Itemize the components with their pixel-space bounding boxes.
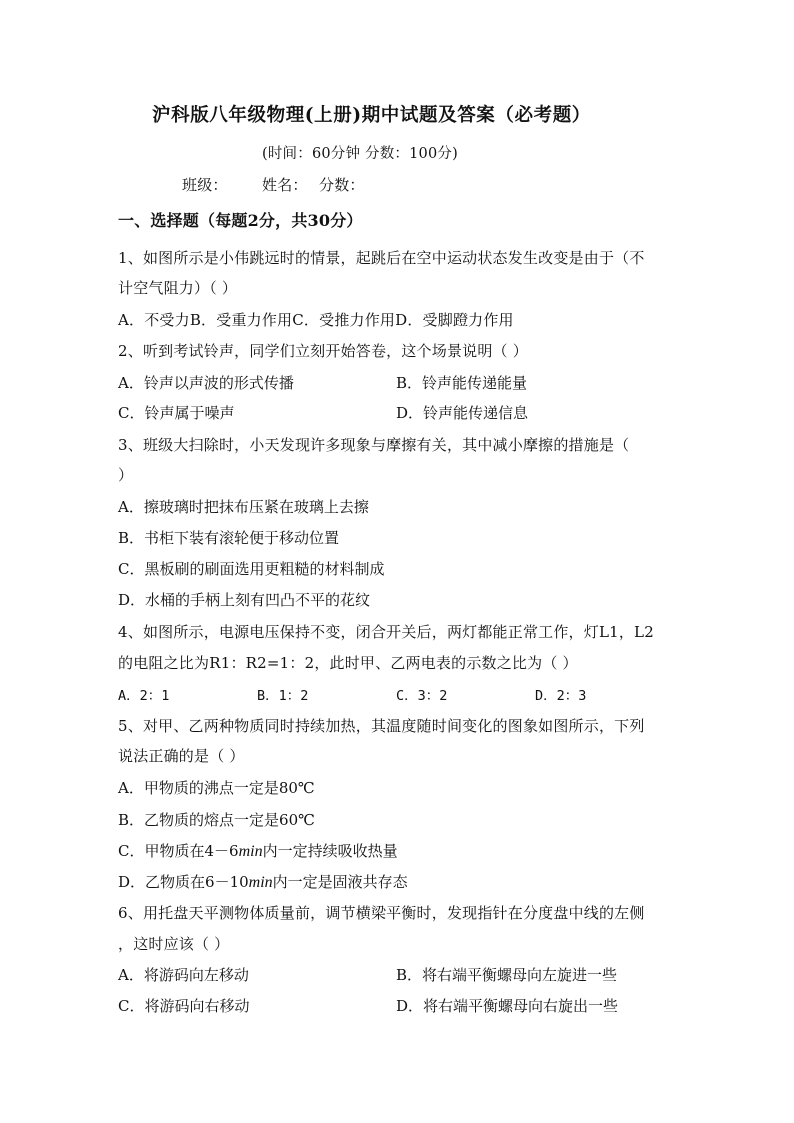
option-d-suffix: 内一定是固液共存态 [272, 873, 408, 891]
option-c-suffix: 内一定持续吸收热量 [262, 842, 398, 860]
option-b: B．书柜下装有滚轮便于移动位置 [118, 529, 340, 547]
page-title: 沪科版八年级物理(上册)期中试题及答案（必考题） [152, 105, 591, 126]
question-options: A．不受力B．受重力作用C．受推力作用D．受脚蹬力作用 [118, 311, 514, 329]
question-text: 2、听到考试铃声，同学们立刻开始答卷，这个场景说明（ ） [118, 342, 528, 360]
question-text: 4、如图所示，电源电压保持不变，闭合开关后，两灯都能正常工作，灯L1，L2 [118, 623, 654, 641]
option-d-unit: min [248, 874, 273, 891]
option-d: D．水桶的手柄上刻有凹凸不平的花纹 [118, 591, 371, 609]
option-d: D．铃声能传递信息 [396, 404, 529, 422]
option-a: A．铃声以声波的形式传播 [118, 374, 294, 392]
class-label: 班级： [182, 176, 228, 194]
option-c-prefix: C．甲物质在4－6 [118, 842, 239, 860]
option-a: A．甲物质的沸点一定是80℃ [118, 779, 315, 797]
option-a: A．将游码向左移动 [118, 966, 249, 984]
option-d [118, 872, 408, 893]
question-text-cont: 的电阻之比为R1：R2=1：2，此时甲、乙两电表的示数之比为（ ） [118, 654, 578, 672]
question-text-cont: 计空气阻力）（ ） [118, 279, 238, 297]
option-c: C．黑板刷的刷面选用更粗糙的材料制成 [118, 560, 385, 578]
question-text-cont: ，这时应该（ ） [118, 935, 230, 953]
option-c [118, 841, 398, 862]
question-text: 5、对甲、乙两种物质同时持续加热，其温度随时间变化的图象如图所示，下列 [118, 717, 645, 735]
option-a: A．2：1 [118, 688, 170, 704]
section-heading: 一、选择题（每题2分，共30分） [118, 211, 363, 230]
option-d: D．2：3 [535, 688, 587, 704]
option-b: B．乙物质的熔点一定是60℃ [118, 811, 315, 829]
question-text: 3、班级大扫除时，小天发现许多现象与摩擦有关，其中减小摩擦的措施是（ [118, 436, 630, 454]
option-a: A．擦玻璃时把抹布压紧在玻璃上去擦 [118, 498, 369, 516]
option-c: C．将游码向右移动 [118, 997, 250, 1015]
option-b: B．铃声能传递能量 [396, 374, 528, 392]
question-text-cont: 说法正确的是（ ） [118, 747, 245, 765]
question-text: 1、如图所示是小伟跳远时的情景，起跳后在空中运动状态发生改变是由于（不 [118, 249, 645, 267]
option-d-prefix: D．乙物质在6－10 [118, 873, 249, 891]
option-c: C．3：2 [396, 688, 448, 704]
option-c: C．铃声属于噪声 [118, 404, 235, 422]
option-b: B．1：2 [257, 688, 309, 704]
option-b: B．将右端平衡螺母向左旋进一些 [396, 966, 618, 984]
exam-time-info: (时间：60分钟 分数：100分) [262, 146, 458, 162]
option-c-unit: min [238, 843, 263, 860]
score-label: 分数： [319, 176, 365, 194]
question-text: 6、用托盘天平测物体质量前，调节横梁平衡时，发现指针在分度盘中线的左侧 [118, 904, 645, 922]
name-label: 姓名： [262, 176, 308, 194]
option-d: D．将右端平衡螺母向右旋出一些 [396, 997, 619, 1015]
question-text-cont: ） [118, 466, 134, 484]
